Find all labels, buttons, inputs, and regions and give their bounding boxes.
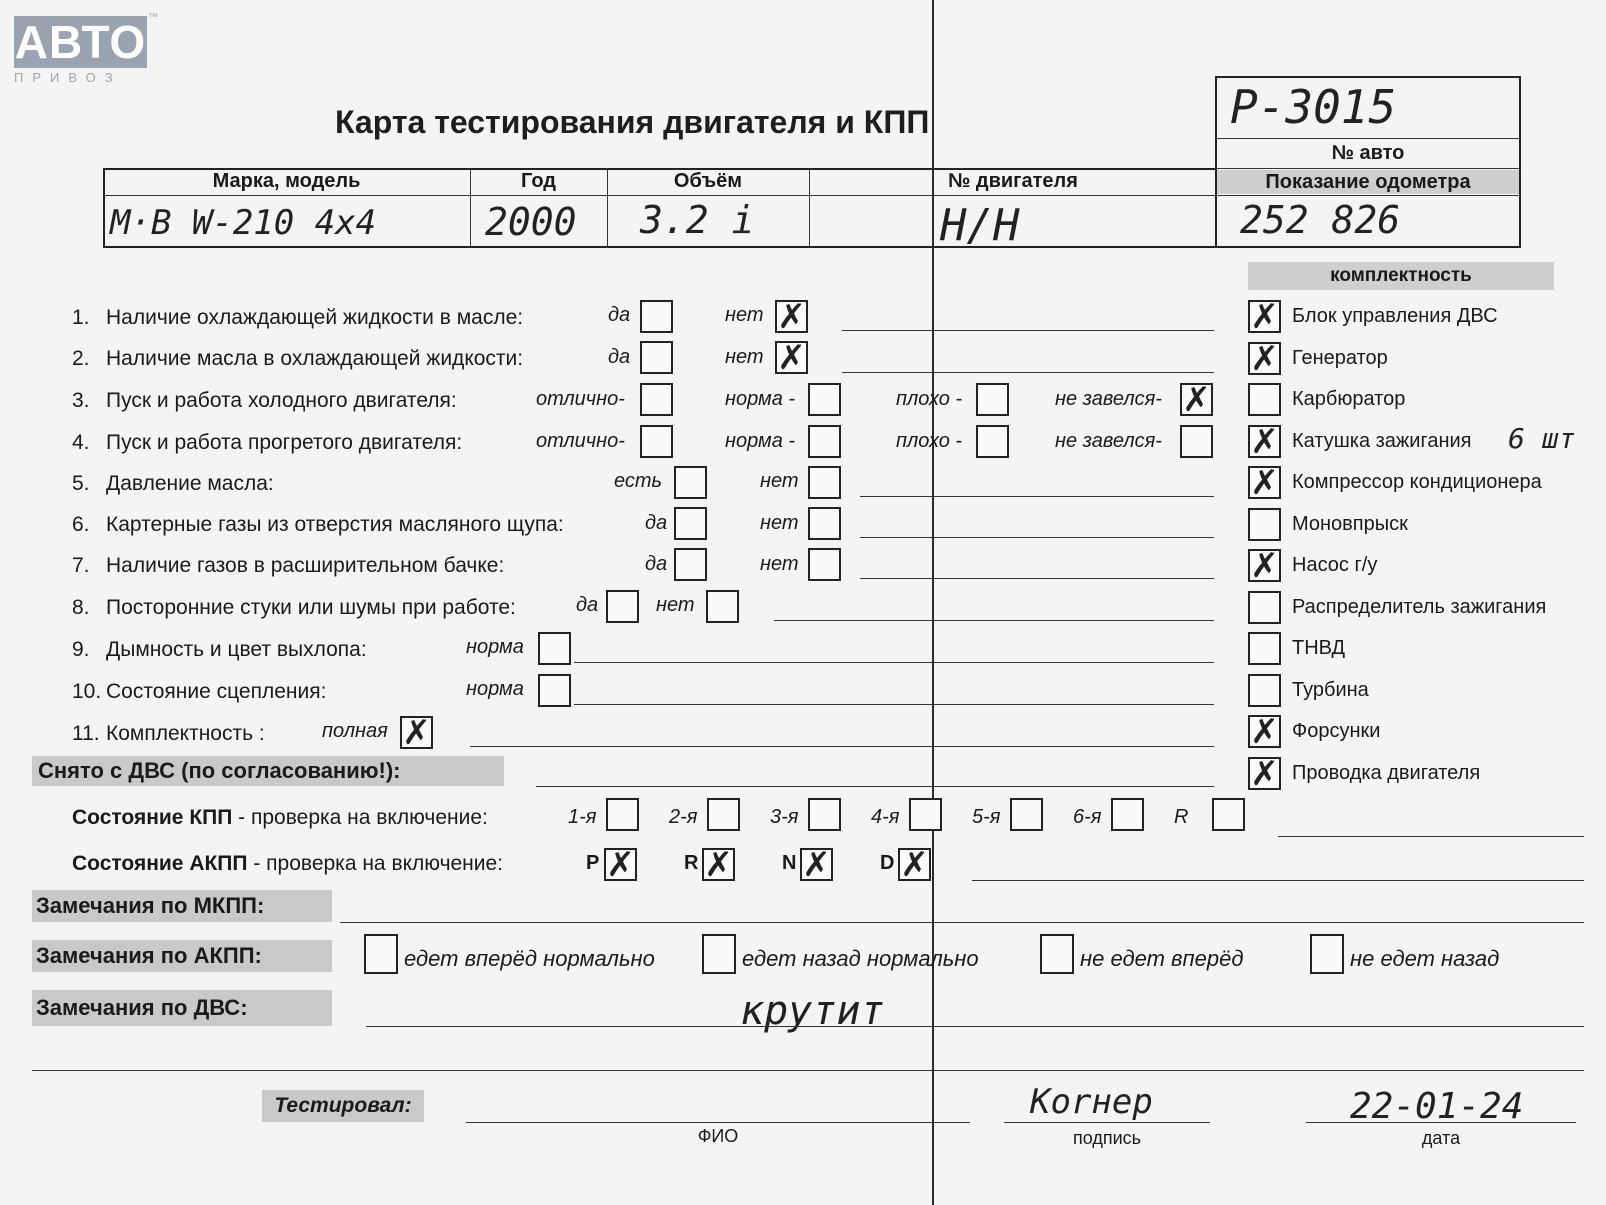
signature-value: Коrнер bbox=[1030, 1082, 1153, 1122]
answer-line bbox=[860, 496, 1214, 497]
opt-not-started: не завелся- bbox=[1055, 430, 1162, 452]
item-label: Состояние сцепления: bbox=[106, 680, 327, 703]
date-label: дата bbox=[1421, 1128, 1461, 1148]
item5-no-checkbox[interactable] bbox=[808, 466, 841, 499]
remarks-akpp-label: Замечания по АКПП: bbox=[32, 940, 332, 972]
answer-line bbox=[366, 1026, 1584, 1027]
akpp-label-rest: - проверка на включение: bbox=[247, 852, 504, 875]
answer-line bbox=[536, 786, 1214, 787]
sign-line bbox=[1004, 1122, 1210, 1123]
answer-line bbox=[774, 620, 1214, 621]
answer-line bbox=[1278, 836, 1584, 837]
item-num: 11. bbox=[72, 722, 100, 745]
remarks-mkpp-label: Замечания по МКПП: bbox=[32, 890, 332, 922]
item3-bad-checkbox[interactable] bbox=[976, 383, 1009, 416]
opt-full: полная bbox=[322, 720, 388, 742]
item-num: 6. bbox=[72, 513, 90, 536]
akpp-backward-ok-checkbox[interactable] bbox=[702, 934, 736, 974]
completeness-label: Моновпрыск bbox=[1292, 512, 1408, 535]
answer-line bbox=[32, 1070, 1584, 1071]
completeness-label: Катушка зажигания bbox=[1292, 429, 1472, 452]
opt-yes: да bbox=[645, 512, 668, 534]
item-label: Наличие масла в охлаждающей жидкости: bbox=[106, 347, 524, 370]
akpp-mode-checkbox[interactable]: ✗ bbox=[702, 848, 735, 881]
opt-yes: да bbox=[645, 553, 668, 575]
page-title: Карта тестирования двигателя и КПП bbox=[335, 104, 930, 140]
item8-no-checkbox[interactable] bbox=[706, 590, 739, 623]
answer-line bbox=[470, 746, 1214, 747]
item-num: 2. bbox=[72, 347, 90, 370]
divider bbox=[1215, 138, 1521, 139]
akpp-no-forward-checkbox[interactable] bbox=[1040, 934, 1074, 974]
completeness-label: Турбина bbox=[1292, 678, 1369, 701]
akpp-label-bold: Состояние АКПП bbox=[72, 852, 248, 875]
item7-no-checkbox[interactable] bbox=[808, 548, 841, 581]
answer-line bbox=[574, 662, 1214, 663]
item-num: 5. bbox=[72, 472, 90, 495]
item-label: Пуск и работа холодного двигателя: bbox=[106, 389, 457, 412]
completeness-checkbox[interactable] bbox=[1248, 632, 1281, 665]
item-num: 10. bbox=[72, 680, 102, 703]
sign-label: подпись bbox=[1072, 1128, 1142, 1148]
kpp-gear-checkbox[interactable] bbox=[909, 798, 942, 831]
completeness-label: Проводка двигателя bbox=[1292, 761, 1481, 784]
item10-normal-checkbox[interactable] bbox=[538, 674, 571, 707]
odometer-label: Показание одометра bbox=[1217, 170, 1519, 194]
opt-normal: норма - bbox=[725, 430, 796, 452]
completeness-label: Насос г/у bbox=[1292, 554, 1378, 576]
item-num: 4. bbox=[72, 431, 90, 454]
opt-yes: да bbox=[576, 594, 599, 616]
item4-bad-checkbox[interactable] bbox=[976, 425, 1009, 458]
item7-yes-checkbox[interactable] bbox=[674, 548, 707, 581]
completeness-checkbox[interactable]: ✗ bbox=[1248, 715, 1281, 748]
completeness-checkbox[interactable]: ✗ bbox=[1248, 549, 1281, 582]
opt-present: есть bbox=[614, 470, 663, 492]
kpp-gear-checkbox[interactable] bbox=[1111, 798, 1144, 831]
opt-normal: норма bbox=[466, 678, 524, 700]
akpp-backward-ok: едет назад нормально bbox=[742, 946, 979, 971]
divider bbox=[1215, 168, 1521, 169]
completeness-label: Компрессор кондиционера bbox=[1292, 471, 1542, 493]
kpp-gear-checkbox[interactable] bbox=[808, 798, 841, 831]
akpp-mode-label: D bbox=[880, 852, 895, 874]
item2-yes-checkbox[interactable] bbox=[640, 341, 673, 374]
kpp-gear-label: 3-я bbox=[770, 806, 799, 828]
item-num: 8. bbox=[72, 596, 90, 619]
item-num: 3. bbox=[72, 389, 90, 412]
opt-no: нет bbox=[760, 512, 799, 534]
kpp-gear-label: 2-я bbox=[669, 806, 698, 828]
kpp-gear-checkbox[interactable] bbox=[1212, 798, 1245, 831]
kpp-gear-label: 6-я bbox=[1073, 806, 1102, 828]
opt-yes: да bbox=[608, 304, 631, 326]
completeness-checkbox[interactable]: ✗ bbox=[1248, 466, 1281, 499]
divider bbox=[103, 195, 1217, 196]
answer-line bbox=[340, 922, 1584, 923]
auto-code: Р-3015 bbox=[1230, 80, 1397, 134]
akpp-mode-checkbox[interactable]: ✗ bbox=[898, 848, 931, 881]
akpp-forward-ok: едет вперёд нормально bbox=[404, 946, 655, 971]
completeness-label: Распределитель зажигания bbox=[1292, 595, 1547, 618]
col-engine: № двигателя bbox=[948, 170, 1078, 192]
col-year: Год bbox=[521, 170, 556, 192]
akpp-mode-label: R bbox=[684, 852, 699, 874]
akpp-no-backward: не едет назад bbox=[1350, 946, 1500, 971]
completeness-checkbox[interactable]: ✗ bbox=[1248, 300, 1281, 333]
item9-normal-checkbox[interactable] bbox=[538, 632, 571, 665]
completeness-checkbox[interactable]: ✗ bbox=[1248, 342, 1281, 375]
remarks-dvs-value: крутит bbox=[740, 988, 885, 1034]
completeness-checkbox[interactable] bbox=[1248, 674, 1281, 707]
item-label: Посторонние стуки или шумы при работе: bbox=[106, 596, 516, 619]
opt-excellent: отлично- bbox=[536, 388, 625, 410]
opt-normal: норма - bbox=[725, 388, 796, 410]
fio-label: ФИО bbox=[697, 1126, 739, 1146]
engine-value: H/H bbox=[940, 200, 1020, 251]
logo-tm: ™ bbox=[148, 12, 158, 23]
coil-note: 6 шт bbox=[1508, 422, 1576, 455]
kpp-label bbox=[72, 806, 488, 830]
akpp-no-forward: не едет вперёд bbox=[1080, 946, 1244, 971]
completeness-label: Блок управления ДВС bbox=[1292, 305, 1498, 327]
logo-main: АВТО bbox=[14, 16, 147, 68]
completeness-checkbox[interactable] bbox=[1248, 508, 1281, 541]
item3-normal-checkbox[interactable] bbox=[808, 383, 841, 416]
akpp-forward-ok-checkbox[interactable] bbox=[364, 934, 398, 974]
item6-no-checkbox[interactable] bbox=[808, 507, 841, 540]
col-brand: Марка, модель bbox=[212, 170, 361, 192]
item3-not-started-checkbox[interactable]: ✗ bbox=[1180, 383, 1213, 416]
completeness-checkbox[interactable] bbox=[1248, 591, 1281, 624]
item8-yes-checkbox[interactable] bbox=[606, 590, 639, 623]
item6-yes-checkbox[interactable] bbox=[674, 507, 707, 540]
item-num: 9. bbox=[72, 638, 90, 661]
brand-value: M·B W-210 4x4 bbox=[110, 203, 377, 243]
opt-bad: плохо - bbox=[896, 430, 963, 452]
kpp-label-rest: - проверка на включение: bbox=[232, 806, 488, 829]
completeness-checkbox[interactable]: ✗ bbox=[1248, 757, 1281, 790]
logo bbox=[14, 16, 147, 85]
opt-excellent: отлично- bbox=[536, 430, 625, 452]
completeness-checkbox[interactable] bbox=[1248, 383, 1281, 416]
opt-not-started: не завелся- bbox=[1055, 388, 1162, 410]
odometer-value: 252 826 bbox=[1240, 198, 1401, 242]
item-num: 1. bbox=[72, 306, 90, 329]
akpp-mode-label: P bbox=[586, 852, 600, 874]
removed-label: Снято с ДВС (по согласованию!): bbox=[32, 756, 504, 786]
akpp-no-backward-checkbox[interactable] bbox=[1310, 934, 1344, 974]
answer-line bbox=[860, 537, 1214, 538]
item5-present-checkbox[interactable] bbox=[674, 466, 707, 499]
year-value: 2000 bbox=[485, 200, 577, 244]
opt-yes: да bbox=[608, 346, 631, 368]
item-label: Наличие охлаждающей жидкости в масле: bbox=[106, 306, 524, 329]
remarks-dvs-label: Замечания по ДВС: bbox=[32, 990, 332, 1026]
item-label: Наличие газов в расширительном бачке: bbox=[106, 554, 505, 577]
fio-line bbox=[466, 1122, 970, 1123]
opt-no: нет bbox=[725, 346, 764, 368]
opt-bad: плохо - bbox=[896, 388, 963, 410]
item4-not-started-checkbox[interactable] bbox=[1180, 425, 1213, 458]
item-label: Дымность и цвет выхлопа: bbox=[106, 638, 367, 661]
item-label: Комплектность : bbox=[106, 722, 265, 745]
item4-normal-checkbox[interactable] bbox=[808, 425, 841, 458]
kpp-gear-label: 5-я bbox=[972, 806, 1001, 828]
completeness-title: комплектность bbox=[1248, 262, 1554, 290]
completeness-label: Форсунки bbox=[1292, 720, 1381, 742]
volume-value: 3.2 i bbox=[640, 198, 755, 242]
kpp-gear-label: 1-я bbox=[568, 806, 597, 828]
answer-line bbox=[842, 330, 1214, 331]
answer-line bbox=[972, 880, 1584, 881]
item1-no-checkbox[interactable]: ✗ bbox=[775, 300, 808, 333]
col-volume: Объём bbox=[673, 170, 743, 192]
item-num: 7. bbox=[72, 554, 90, 577]
completeness-checkbox[interactable]: ✗ bbox=[1248, 425, 1281, 458]
opt-normal: норма bbox=[466, 636, 524, 658]
item-label: Давление масла: bbox=[106, 472, 274, 495]
item1-yes-checkbox[interactable] bbox=[640, 300, 673, 333]
logo-sub: ПРИВОЗ bbox=[14, 70, 122, 85]
item11-full-checkbox[interactable]: ✗ bbox=[400, 716, 433, 749]
item4-excellent-checkbox[interactable] bbox=[640, 425, 673, 458]
completeness-label: ТНВД bbox=[1292, 637, 1346, 659]
divider bbox=[1215, 195, 1521, 196]
kpp-label-bold: Состояние КПП bbox=[72, 806, 233, 829]
answer-line bbox=[860, 578, 1214, 579]
completeness-label: Генератор bbox=[1292, 346, 1388, 369]
akpp-label bbox=[72, 852, 503, 876]
opt-no: нет bbox=[760, 553, 799, 575]
completeness-label: Карбюратор bbox=[1292, 388, 1406, 410]
kpp-gear-checkbox[interactable] bbox=[606, 798, 639, 831]
akpp-mode-checkbox[interactable]: ✗ bbox=[800, 848, 833, 881]
kpp-gear-checkbox[interactable] bbox=[707, 798, 740, 831]
item-label: Пуск и работа прогретого двигателя: bbox=[106, 431, 463, 454]
opt-no: нет bbox=[656, 594, 695, 616]
answer-line bbox=[842, 372, 1214, 373]
date-value: 22-01-24 bbox=[1350, 1086, 1524, 1127]
auto-no-label: № авто bbox=[1331, 142, 1405, 164]
kpp-gear-label: 4-я bbox=[871, 806, 900, 828]
tested-label: Тестировал: bbox=[262, 1090, 424, 1122]
kpp-gear-label: R bbox=[1174, 806, 1189, 828]
date-line bbox=[1306, 1122, 1576, 1123]
opt-no: нет bbox=[725, 304, 764, 326]
item2-no-checkbox[interactable]: ✗ bbox=[775, 341, 808, 374]
kpp-gear-checkbox[interactable] bbox=[1010, 798, 1043, 831]
item-label: Картерные газы из отверстия масляного щупа: bbox=[106, 513, 564, 536]
akpp-mode-label: N bbox=[782, 852, 797, 874]
answer-line bbox=[574, 704, 1214, 705]
opt-no: нет bbox=[760, 470, 799, 492]
akpp-mode-checkbox[interactable]: ✗ bbox=[604, 848, 637, 881]
item3-excellent-checkbox[interactable] bbox=[640, 383, 673, 416]
